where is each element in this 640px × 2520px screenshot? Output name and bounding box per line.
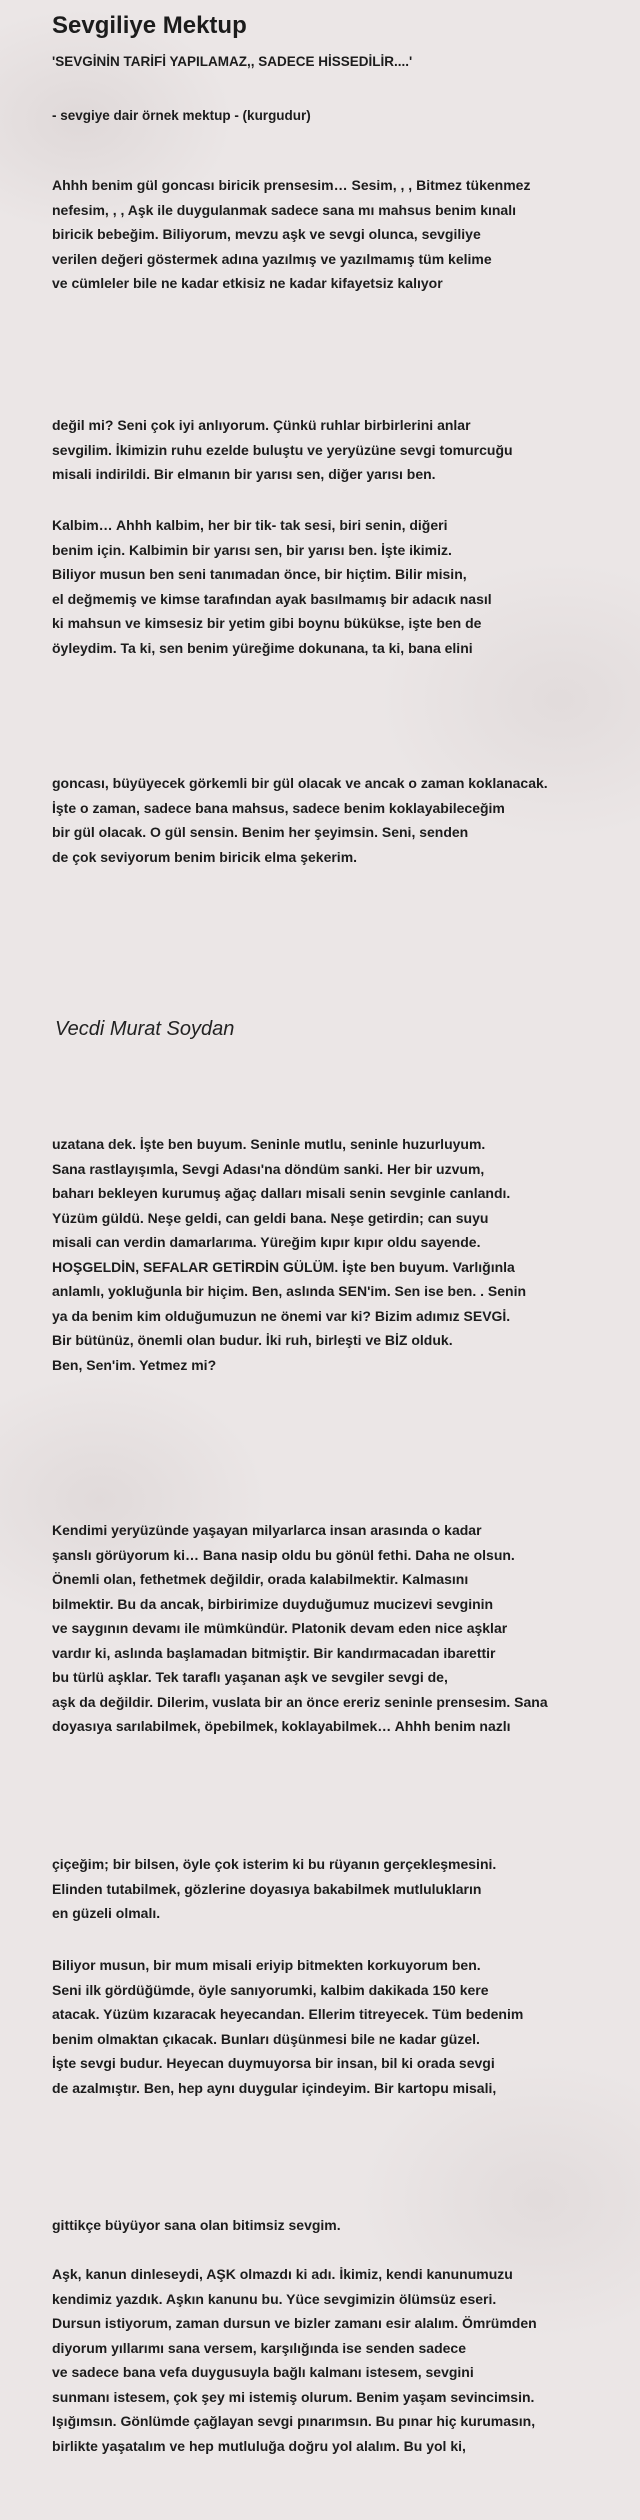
text-line: gittikçe büyüyor sana olan bitimsiz sevgim. (52, 2217, 341, 2233)
text-line: Ahhh benim gül goncası biricik prensesim… Sesim, , , Bitmez tükenmez (52, 177, 531, 193)
text-line: benim olmaktan çıkacak. Bunları düşünmesi bile ne kadar güzel. (52, 2030, 480, 2047)
text-line: Elinden tutabilmek, gözlerine doyasıya bakabilmek mutlulukların (52, 1880, 482, 1897)
text-line: ya da benim kim olduğumuzun ne önemi var ki? Bizim adımız SEVGİ. (52, 1307, 511, 1324)
text-line: de azalmıştır. Ben, hep aynı duygular içindeyim. Bir kartopu misali, (52, 2079, 497, 2096)
text-line: HOŞGELDİN, SEFALAR GETİRDİN GÜLÜM. İşte ben buyum. Varlığınla (52, 1258, 515, 1275)
text-line: biricik bebeğim. Biliyorum, mevzu aşk ve sevgi olunca, sevgiliye (52, 226, 481, 242)
subtitle: 'SEVGİNİN TARİFİ YAPILAMAZ,, SADECE HİSSEDİLİR....' (52, 54, 413, 69)
text-line: sunmanı istesem, çok şey mi istemiş olurum. Benim yaşam sevincimsin. (52, 2388, 535, 2405)
text-line: ki mahsun ve kimsesiz bir yetim gibi boynu bükükse, işte ben de (52, 615, 482, 631)
paragraph (52, 513, 492, 660)
text-line: bu türlü aşklar. Tek taraflı yaşanan aşk ve sevgiler sevgi de, (52, 1669, 448, 1685)
text-line: Sana rastlayışımla, Sevgi Adası'na döndüm sanki. Her bir uzvum, (52, 1160, 485, 1177)
text-line: misali indirildi. Bir elmanın bir yarısı sen, diğer yarısı ben. (52, 466, 436, 482)
paragraph (52, 2262, 537, 2458)
text-line: verilen değeri göstermek adına yazılmış ve yazılmamış tüm kelime (52, 250, 492, 267)
text-line: doyasıya sarılabilmek, öpebilmek, koklayabilmek… Ahhh benim nazlı (52, 1718, 511, 1734)
text-line: de çok seviyorum benim biricik elma şekerim. (52, 848, 358, 865)
text-line: aşk da değildir. Dilerim, vuslata bir an önce ereriz seninle prensesim. Sana (52, 1693, 548, 1710)
paragraph (52, 771, 548, 869)
text-line: Biliyor musun, bir mum misali eriyip bitmekten korkuyorum ben. (52, 1957, 481, 1973)
text-line: Kendimi yeryüzünde yaşayan milyarlarca insan arasında o kadar (52, 1522, 482, 1538)
text-line: Önemli olan, fethetmek değildir, orada kalabilmektir. Kalmasını (52, 1571, 469, 1587)
text-line: atacak. Yüzüm kızaracak heyecandan. Ellerim titreyecek. Tüm bedenim (52, 2006, 524, 2022)
text-line: çiçeğim; bir bilsen, öyle çok isterim ki bu rüyanın gerçekleşmesini. (52, 1856, 497, 1872)
tagline: - sevgiye dair örnek mektup - (kurgudur) (52, 108, 311, 123)
text-line: şanslı görüyorum ki… Bana nasip oldu bu gönül fethi. Daha ne olsun. (52, 1546, 515, 1563)
paragraph (52, 1132, 526, 1377)
text-line: İşte o zaman, sadece bana mahsus, sadece benim koklayabileceğim (52, 799, 505, 816)
text-line: en güzeli olmalı. (52, 1905, 161, 1921)
text-line: değil mi? Seni çok iyi anlıyorum. Çünkü ruhlar birbirlerini anlar (52, 417, 471, 433)
text-line: Ben, Sen'im. Yetmez mi? (52, 1356, 217, 1373)
text-line: baharı bekleyen kurumuş ağaç dalları misali senin sevginle canlandı. (52, 1185, 511, 1201)
text-line: bilmektir. Bu da ancak, birbirimize duyduğumuz mucizevi sevginin (52, 1595, 494, 1612)
text-line: Dursun istiyorum, zaman dursun ve bizler zamanı esir alalım. Ömrümden (52, 2315, 537, 2331)
author-signature: Vecdi Murat Soydan (55, 1018, 235, 1040)
text-line: ve saygının devamı ile mümkündür. Platonik devam eden nice aşklar (52, 1620, 508, 1636)
text-line: Bir bütünüz, önemli olan budur. İki ruh, birleşti ve BİZ olduk. (52, 1332, 453, 1348)
text-line: el değmemiş ve kimse tarafından ayak basılmamış bir adacık nasıl (52, 590, 492, 607)
text-line: Kalbim… Ahhh kalbim, her bir tik- tak sesi, biri senin, diğeri (52, 517, 448, 533)
text-line: benim için. Kalbimin bir yarısı sen, bir yarısı ben. İşte ikimiz. (52, 541, 452, 558)
text-line: goncası, büyüyecek görkemli bir gül olacak ve ancak o zaman koklanacak. (52, 775, 548, 791)
text-line: ve sadece bana vefa duygusuyla bağlı kalmanı istesem, sevgini (52, 2364, 474, 2380)
text-line: misali can verdin damarlarıma. Yüreğim kıpır kıpır oldu sayende. (52, 1234, 481, 1250)
text-line: vardır ki, aslında başlamadan bitmiştir. Bir kandırmacadan ibarettir (52, 1644, 496, 1661)
text-line: Aşk, kanun dinleseydi, AŞK olmazdı ki adı. İkimiz, kendi kanunumuzu (52, 2266, 513, 2282)
paragraph (52, 173, 530, 296)
text-line: Işığımsın. Gönlümde çağlayan sevgi pınarımsın. Bu pınar hiç kurumasın, (52, 2413, 536, 2429)
text-line: uzatana dek. İşte ben buyum. Seninle mutlu, seninle huzurluyum. (52, 1136, 486, 1152)
text-line: İşte sevgi budur. Heyecan duymuyorsa bir insan, bil ki orada sevgi (52, 2055, 495, 2071)
paragraph (52, 1953, 523, 2100)
text-line: ve cümleler bile ne kadar etkisiz ne kadar kifayetsiz kalıyor (52, 275, 443, 291)
text-line: anlamlı, yokluğunla bir hiçim. Ben, aslında SEN'im. Sen ise ben. . Senin (52, 1283, 527, 1299)
paragraph (52, 413, 513, 487)
paragraph (52, 1518, 548, 1739)
text-line: bir gül olacak. O gül sensin. Benim her şeyimsin. Seni, senden (52, 824, 469, 840)
text-line: Yüzüm güldü. Neşe geldi, can geldi bana. Neşe getirdin; can suyu (52, 1209, 489, 1226)
text-line: diyorum yıllarımı sana versem, karşılığında ise senden sadece (52, 2339, 466, 2356)
page-title: Sevgiliye Mektup (52, 12, 247, 39)
text-line: Biliyor musun ben seni tanımadan önce, bir hiçtim. Bilir misin, (52, 566, 467, 582)
text-line: nefesim, , , Aşk ile duygulanmak sadece sana mı mahsus benim kınalı (52, 201, 516, 218)
text-line: öyleydim. Ta ki, sen benim yüreğime dokunana, ta ki, bana elini (52, 639, 473, 656)
text-line: birlikte yaşatalım ve hep mutluluğa doğru yol alalım. Bu yol ki, (52, 2437, 466, 2454)
text-line: sevgilim. İkimizin ruhu ezelde buluştu ve yeryüzüne sevgi tomurcuğu (52, 441, 513, 458)
text-line: kendimiz yazdık. Aşkın kanunu bu. Yüce sevgimizin ölümsüz eseri. (52, 2290, 497, 2307)
paragraph (52, 2213, 341, 2238)
paragraph (52, 1852, 496, 1926)
text-line: Seni ilk gördüğümde, öyle sanıyorumki, kalbim dakikada 150 kere (52, 1981, 489, 1998)
